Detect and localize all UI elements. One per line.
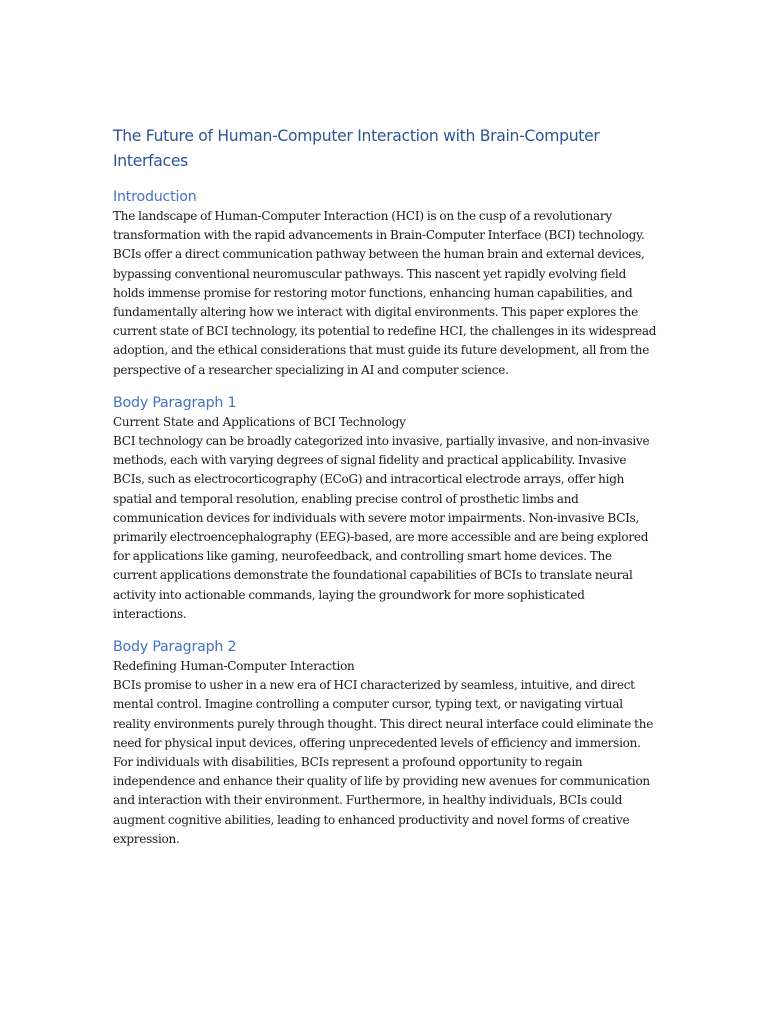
body-paragraph-2-subtitle: Redefining Human-Computer Interaction [113, 659, 355, 674]
body-paragraph-1-text: BCI technology can be broadly categorized into invasive, partially invasive, and non-invasive methods, each with varying degrees of signal fidelity and practical applicability. Invasive BCIs, such as electrocorticography (ECoG) and intracortical electrode arrays, offer high spatial and temporal resolution, enabling precise control of prosthetic limbs and communication devices for individuals with severe motor impairments. Non-invasive BCIs, primarily electroencephalography (EEG)-based, are more accessible and are being explored for applications like gaming, neurofeedback, and controlling smart home devices. The current applications demonstrate the foundational capabilities of BCIs to translate neural activity into actionable commands, laying the groundwork for more sophisticated interactions. [113, 434, 650, 621]
document-title: The Future of Human-Computer Interaction with Brain-Computer Interfaces [113, 127, 600, 170]
section-heading-body-paragraph-1: Body Paragraph 1 [113, 394, 237, 411]
document-body [113, 124, 658, 849]
section-heading-body-paragraph-2: Body Paragraph 2 [113, 639, 237, 656]
introduction-paragraph: The landscape of Human-Computer Interaction (HCI) is on the cusp of a revolutionary transformation with the rapid advancements in Brain-Computer Interface (BCI) technology. BCIs offer a direct communication pathway between the human brain and external devices, bypassing conventional neuromuscular pathways. This nascent yet rapidly evolving field holds immense promise for restoring motor functions, enhancing human capabilities, and fundamentally altering how we interact with digital environments. This paper explores the current state of BCI technology, its potential to redefine HCI, the challenges in its widespread adoption, and the ethical considerations that must guide its future development, all from the perspective of a researcher specializing in AI and computer science. [113, 209, 657, 377]
body-paragraph-2-text: BCIs promise to usher in a new era of HCI characterized by seamless, intuitive, and direct mental control. Imagine controlling a computer cursor, typing text, or navigating virtual reality environments purely through thought. This direct neural interface could eliminate the need for physical input devices, offering unprecedented levels of efficiency and immersion. For individuals with disabilities, BCIs represent a profound opportunity to regain independence and enhance their quality of life by providing new avenues for communication and interaction with their environment. Furthermore, in healthy individuals, BCIs could augment cognitive abilities, leading to enhanced productivity and novel forms of creative expression. [113, 678, 654, 846]
section-heading-introduction: Introduction [113, 189, 197, 205]
body-paragraph-1-subtitle: Current State and Applications of BCI Technology [113, 414, 406, 429]
